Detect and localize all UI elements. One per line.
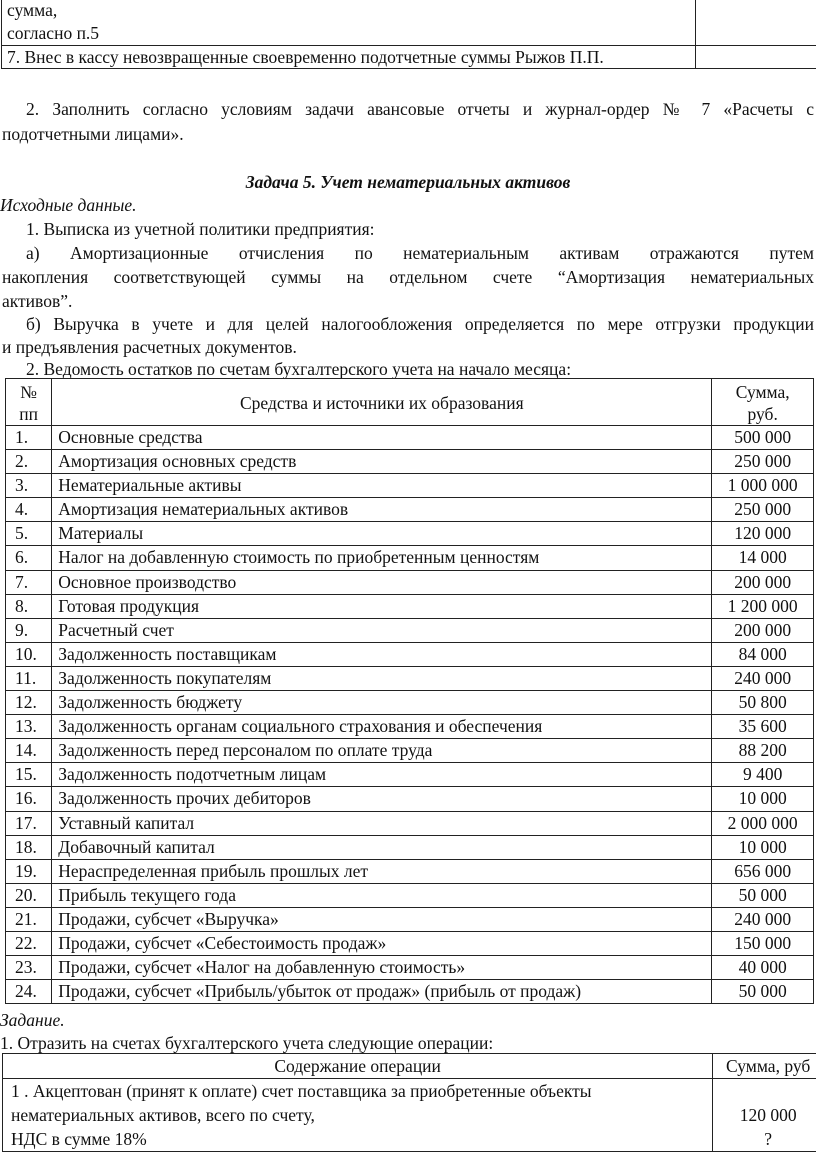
- row-amount: 40 000: [712, 956, 814, 980]
- row-amount: 14 000: [712, 546, 814, 570]
- header-name: Средства и источники их образования: [52, 379, 712, 426]
- table-row: [6, 666, 814, 690]
- row-amount: 9 400: [712, 763, 814, 787]
- row-name: Продажи, субсчет «Налог на добавленную стоимость»: [52, 956, 712, 980]
- header-content: Содержание операции: [3, 1054, 713, 1079]
- row-name: Готовая продукция: [52, 594, 712, 618]
- row-amount: 10 000: [712, 835, 814, 859]
- row-amount: 50 800: [712, 691, 814, 715]
- operation-line: нематериальных активов, всего по счету,: [11, 1105, 315, 1125]
- row-name: Задолженность органам социального страхования и обеспечения: [52, 715, 712, 739]
- row-amount: 10 000: [712, 787, 814, 811]
- policy-b-line1: б) Выручка в учете и для целей налогообложения определяется по мере отгрузки продукции: [26, 314, 814, 334]
- table-row: [6, 835, 814, 859]
- balance-heading: 2. Ведомость остатков по счетам бухгалтерского учета на начало месяца:: [26, 359, 572, 379]
- row-amount: 84 000: [712, 642, 814, 666]
- table-row: [6, 715, 814, 739]
- table-row: [6, 618, 814, 642]
- operations-table: [2, 1053, 816, 1152]
- row-amount: 240 000: [712, 666, 814, 690]
- header-num-line2: пп: [19, 404, 38, 424]
- table-row: [6, 691, 814, 715]
- row-amount: 150 000: [712, 931, 814, 955]
- row-number: 5.: [6, 522, 52, 546]
- row-amount: 240 000: [712, 907, 814, 931]
- policy-b-line2: и предъявления расчетных документов.: [2, 337, 297, 357]
- table-row: [6, 883, 814, 907]
- operation-line: НДС в сумме 18%: [11, 1129, 147, 1149]
- cell-text: сумма,: [7, 0, 58, 20]
- row-name: Продажи, субсчет «Прибыль/убыток от продаж» (прибыль от продаж): [52, 980, 712, 1004]
- table-header-row: [3, 1054, 816, 1079]
- row-amount: 1 200 000: [712, 594, 814, 618]
- row-number: 3.: [6, 474, 52, 498]
- row-number: 23.: [6, 956, 52, 980]
- row-number: 8.: [6, 594, 52, 618]
- row-name: Задолженность прочих дебиторов: [52, 787, 712, 811]
- policy-a-line1: а) Амортизационные отчисления по нематериальным активам отражаются путем: [26, 243, 814, 263]
- row-amount: 2 000 000: [712, 811, 814, 835]
- row-name: Расчетный счет: [52, 618, 712, 642]
- row-name: Задолженность перед персоналом по оплате труда: [52, 739, 712, 763]
- operation-line: 1 . Акцептован (принят к оплате) счет поставщика за приобретенные объекты: [11, 1081, 592, 1101]
- table-row: [2, 0, 816, 45]
- row-number: 17.: [6, 811, 52, 835]
- assignment-label: Задание.: [0, 1010, 65, 1030]
- row-name: Задолженность поставщикам: [52, 642, 712, 666]
- table-row: [6, 570, 814, 594]
- row-number: 13.: [6, 715, 52, 739]
- assignment-item1: 1. Отразить на счетах бухгалтерского учета следующие операции:: [0, 1033, 494, 1053]
- table-row: [6, 450, 814, 474]
- row-number: 12.: [6, 691, 52, 715]
- row-amount: 200 000: [712, 570, 814, 594]
- table-row: [6, 980, 814, 1004]
- header-amount: [712, 379, 814, 426]
- previous-task-table: [1, 0, 816, 69]
- row-name: Налог на добавленную стоимость по приобретенным ценностям: [52, 546, 712, 570]
- row-name: Материалы: [52, 522, 712, 546]
- table-row: [6, 522, 814, 546]
- table-row: [6, 642, 814, 666]
- table-row: [6, 931, 814, 955]
- row-number: 21.: [6, 907, 52, 931]
- table-row: [6, 498, 814, 522]
- row-name: Задолженность покупателям: [52, 666, 712, 690]
- table-row: [6, 739, 814, 763]
- table-cell: [695, 0, 816, 45]
- table-row: [6, 763, 814, 787]
- row-number: 1.: [6, 426, 52, 450]
- initial-data-label: Исходные данные.: [0, 195, 137, 215]
- row-amount: 250 000: [712, 450, 814, 474]
- header-amount-line1: Сумма,: [735, 382, 790, 402]
- row-number: 24.: [6, 980, 52, 1004]
- row-name: Продажи, субсчет «Выручка»: [52, 907, 712, 931]
- row-name: Нематериальные активы: [52, 474, 712, 498]
- table-row: [6, 787, 814, 811]
- amount-value: 120 000: [739, 1105, 797, 1125]
- row-number: 15.: [6, 763, 52, 787]
- table-row: [3, 1079, 816, 1152]
- row-amount: 50 000: [712, 980, 814, 1004]
- policy-a-line2: накопления соответствующей суммы на отдельном счете “Амортизация нематериальных: [2, 267, 814, 287]
- cell-text: согласно п.5: [7, 22, 100, 43]
- row-number: 14.: [6, 739, 52, 763]
- table-row: [6, 859, 814, 883]
- row-name: Основное производство: [52, 570, 712, 594]
- row-amount: 200 000: [712, 618, 814, 642]
- header-num-line1: №: [20, 382, 37, 402]
- row-amount: 656 000: [712, 859, 814, 883]
- row-name: Основные средства: [52, 426, 712, 450]
- row-number: 22.: [6, 931, 52, 955]
- table-cell: [695, 45, 816, 69]
- row-number: 6.: [6, 546, 52, 570]
- table-row: [6, 811, 814, 835]
- row-number: 20.: [6, 883, 52, 907]
- row-amount: 88 200: [712, 739, 814, 763]
- amount-value: ?: [764, 1129, 773, 1149]
- table-cell: 7. Внес в кассу невозвращенные своевременно подотчетные суммы Рыжов П.П.: [2, 45, 696, 69]
- operation-amount: [713, 1079, 816, 1152]
- row-number: 7.: [6, 570, 52, 594]
- balance-table: [5, 378, 814, 1004]
- table-row: [6, 474, 814, 498]
- row-number: 10.: [6, 642, 52, 666]
- table-row: [6, 426, 814, 450]
- table-row: [6, 594, 814, 618]
- header-num: [6, 379, 52, 426]
- table-row: [6, 907, 814, 931]
- row-amount: 50 000: [712, 883, 814, 907]
- row-amount: 35 600: [712, 715, 814, 739]
- table-row: [2, 45, 816, 69]
- table-cell: [2, 0, 696, 45]
- row-number: 11.: [6, 666, 52, 690]
- header-amount-line2: руб.: [747, 404, 778, 424]
- row-number: 18.: [6, 835, 52, 859]
- table-row: [6, 956, 814, 980]
- row-amount: 1 000 000: [712, 474, 814, 498]
- task2-line1: 2. Заполнить согласно условиям задачи авансовые отчеты и журнал-ордер № 7 «Расчеты с: [26, 99, 814, 119]
- row-number: 2.: [6, 450, 52, 474]
- row-name: Нераспределенная прибыль прошлых лет: [52, 859, 712, 883]
- task2-line2: подотчетными лицами».: [2, 124, 184, 144]
- policy-a-line3: активов”.: [2, 291, 73, 311]
- row-amount: 500 000: [712, 426, 814, 450]
- row-number: 19.: [6, 859, 52, 883]
- row-name: Прибыль текущего года: [52, 883, 712, 907]
- row-number: 9.: [6, 618, 52, 642]
- table-row: [6, 546, 814, 570]
- row-name: Уставный капитал: [52, 811, 712, 835]
- row-number: 4.: [6, 498, 52, 522]
- row-name: Добавочный капитал: [52, 835, 712, 859]
- row-name: Амортизация нематериальных активов: [52, 498, 712, 522]
- table-header-row: [6, 379, 814, 426]
- row-amount: 120 000: [712, 522, 814, 546]
- row-number: 16.: [6, 787, 52, 811]
- row-amount: 250 000: [712, 498, 814, 522]
- row-name: Амортизация основных средств: [52, 450, 712, 474]
- row-name: Задолженность бюджету: [52, 691, 712, 715]
- operation-content: [3, 1079, 713, 1152]
- row-name: Продажи, субсчет «Себестоимость продаж»: [52, 931, 712, 955]
- section-title: Задача 5. Учет нематериальных активов: [245, 172, 571, 192]
- policy-heading: 1. Выписка из учетной политики предприятия:: [26, 219, 375, 239]
- header-amount: Сумма, руб: [713, 1054, 816, 1079]
- row-name: Задолженность подотчетным лицам: [52, 763, 712, 787]
